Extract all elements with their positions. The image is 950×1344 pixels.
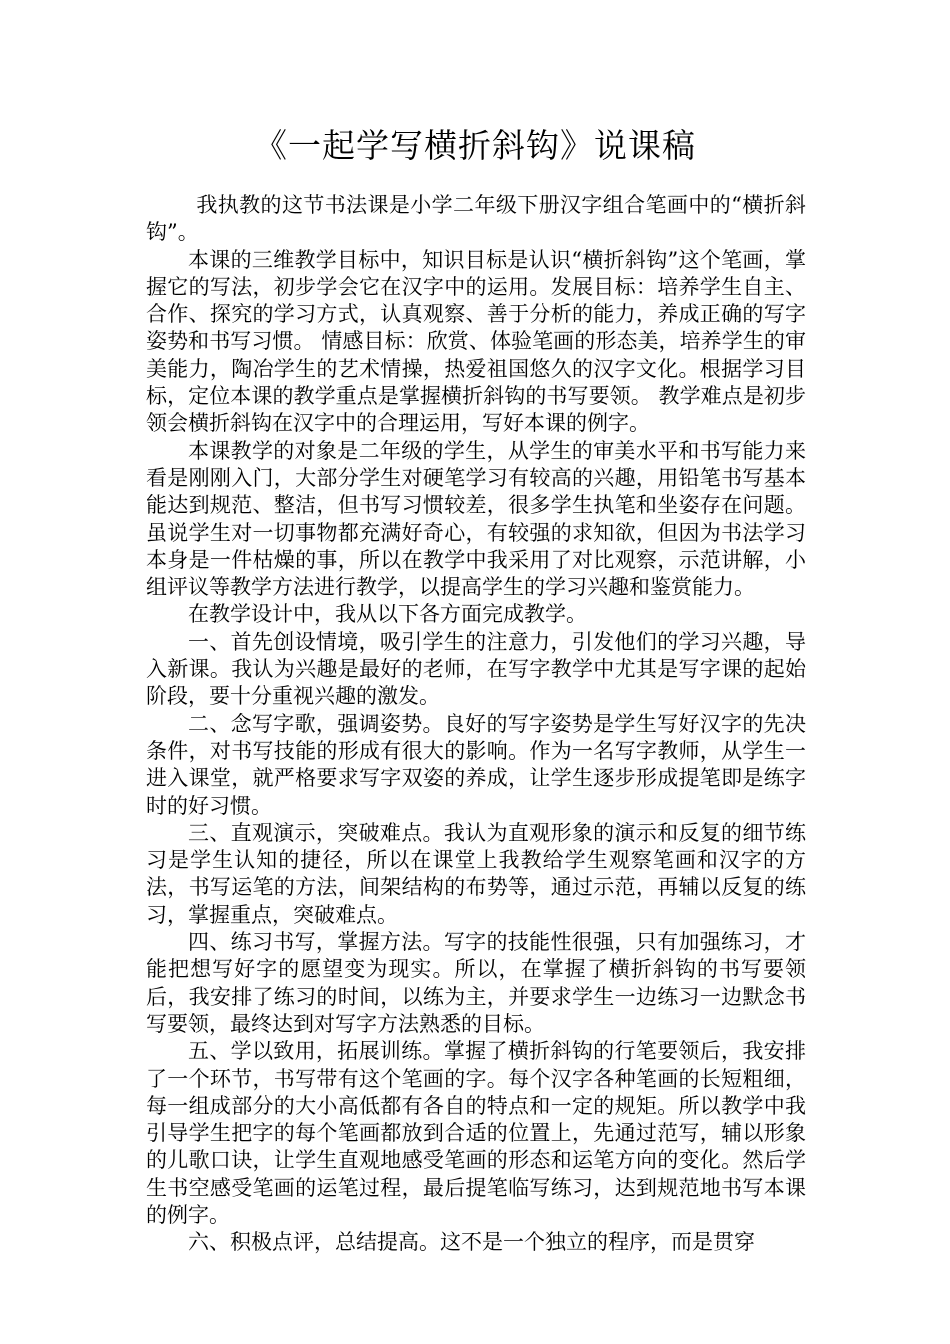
paragraph-step-6: 六、积极点评，总结提高。这不是一个独立的程序，而是贯穿 xyxy=(188,1230,755,1255)
paragraph-step-2: 二、念写字歌，强调姿势。良好的写字姿势是学生写好汉字的先决条件，对书写技能的形成有很大的影响。作为一名写字教师，从学生一进入课堂，就严格要求写字双姿的养成，让学生逐步形成提笔即是练字时的好习惯。 xyxy=(146,711,806,818)
paragraph-students: 本课教学的对象是二年级的学生，从学生的审美水平和书写能力来看是刚刚入门，大部分学生对硬笔学习有较高的兴趣，用铅笔书写基本能达到规范、整洁，但书写习惯较差，很多学生执笔和坐姿存在问题。虽说学生对一切事物都充满好奇心，有较强的求知欲，但因为书法学习本身是一件枯燥的事，所以在教学中我采用了对比观察，示范讲解，小组评议等教学方法进行教学，以提高学生的学习兴趣和鉴赏能力。 xyxy=(146,438,806,600)
paragraph-step-3: 三、直观演示，突破难点。我认为直观形象的演示和反复的细节练习是学生认知的捷径，所以在课堂上我教给学生观察笔画和汉字的方法，书写运笔的方法，间架结构的布势等，通过示范，再辅以反复的练习，掌握重点，突破难点。 xyxy=(146,820,806,927)
paragraph-intro: 我执教的这节书法课是小学二年级下册汉字组合笔画中的“横折斜钩”。 xyxy=(146,193,806,245)
document-title: 《一起学写横折斜钩》说课稿 xyxy=(254,126,696,165)
paragraph-objectives: 本课的三维教学目标中，知识目标是认识“横折斜钩”这个笔画，掌握它的写法，初步学会它在汉字中的运用。发展目标：培养学生自主、合作、探究的学习方式，认真观察、善于分析的能力，养成正确的写字姿势和书写习惯。 情感目标：欣赏、体验笔画的形态美，培养学生的审美能力，陶冶学生的艺术情操，热爱祖国悠久的汉字文化。根据学习目标，定位本课的教学重点是掌握横折斜钩的书写要领。 教学难点是初步领会横折斜钩在汉字中的合理运用，写好本课的例字。 xyxy=(146,247,806,436)
paragraph-design-intro: 在教学设计中，我从以下各方面完成教学。 xyxy=(188,602,587,627)
paragraph-step-1: 一、首先创设情境，吸引学生的注意力，引发他们的学习兴趣，导入新课。我认为兴趣是最好的老师，在写字教学中尤其是写字课的起始阶段，要十分重视兴趣的激发。 xyxy=(146,629,806,709)
paragraph-step-4: 四、练习书写，掌握方法。写字的技能性很强，只有加强练习，才能把想写好字的愿望变为现实。所以，在掌握了横折斜钩的书写要领后，我安排了练习的时间，以练为主，并要求学生一边练习一边默念书写要领，最终达到对写字方法熟悉的目标。 xyxy=(146,930,806,1036)
paragraph-step-5: 五、学以致用，拓展训练。掌握了横折斜钩的行笔要领后，我安排了一个环节，书写带有这个笔画的字。每个汉字各种笔画的长短粗细，每一组成部分的大小高低都有各自的特点和一定的规矩。所以教学中我引导学生把字的每个笔画都放到合适的位置上，先通过范写，辅以形象的儿歌口诀，让学生直观地感受笔画的形态和运笔方向的变化。然后学生书空感受笔画的运笔过程，最后提笔临写练习，达到规范地书写本课的例字。 xyxy=(146,1039,806,1227)
document-body xyxy=(146,192,806,1257)
